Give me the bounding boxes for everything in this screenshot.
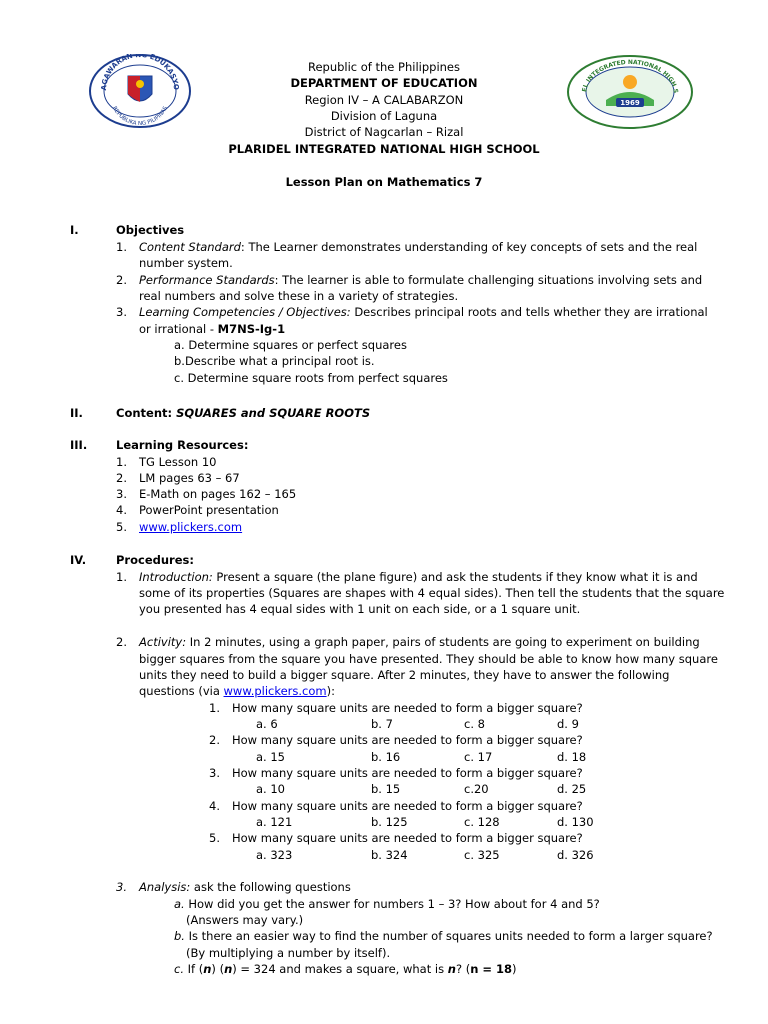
- section-4-number: IV.: [70, 553, 87, 567]
- choice-a: a. 121: [256, 815, 293, 829]
- resource-item: E-Math on pages 162 – 165: [139, 487, 297, 501]
- question-text: How many square units are needed to form a bigger square?: [232, 799, 583, 813]
- choice-c: c. 325: [464, 848, 500, 862]
- objective-1-number: 1.: [116, 240, 127, 254]
- procedure-activity-cont: questions (via www.plickers.com):: [139, 684, 335, 698]
- objective-1: Content Standard: The Learner demonstrates understanding of key concepts of sets and the real: [139, 240, 698, 254]
- choice-d: d. 18: [557, 750, 587, 764]
- school-seal-text: EL INTEGRATED NATIONAL HIGH S: [581, 58, 680, 94]
- resource-2-number: 2.: [116, 471, 127, 485]
- procedure-introduction: Introduction: Present a square (the plane figure) and ask the students if they know what it is and: [139, 570, 698, 584]
- objective-1-cont: number system.: [139, 256, 233, 270]
- choice-b: b. 324: [371, 848, 408, 862]
- content-topic: SQUARES and SQUARE ROOTS: [176, 406, 371, 420]
- section-2-heading: Content: SQUARES and SQUARE ROOTS: [116, 406, 371, 420]
- header-district: District of Nagcarlan – Rizal: [304, 125, 464, 139]
- choice-b: b. 125: [371, 815, 408, 829]
- objective-3-cont: or irrational - M7NS-Ig-1: [139, 322, 286, 336]
- choice-c: c. 8: [464, 717, 485, 731]
- procedure-activity-cont: bigger squares from the square you have presented. They should be able to know how many square: [139, 652, 718, 666]
- objective-2: Performance Standards: The learner is able to formulate challenging situations involving sets and: [139, 273, 703, 287]
- analysis-question-b: b. Is there an easier way to find the number of squares units needed to form a larger square?: [174, 929, 713, 943]
- sub-objective-b: b.Describe what a principal root is.: [174, 354, 375, 368]
- section-2-number: II.: [70, 406, 83, 420]
- analysis-question-a: a. How did you get the answer for numbers 1 – 3? How about for 4 and 5?: [174, 897, 600, 911]
- question-text: How many square units are needed to form a bigger square?: [232, 733, 583, 747]
- choice-b: b. 15: [371, 782, 401, 796]
- choice-d: d. 9: [557, 717, 579, 731]
- procedure-2-number: 2.: [116, 635, 127, 649]
- choice-d: d. 25: [557, 782, 587, 796]
- choice-b: b. 7: [371, 717, 393, 731]
- procedure-introduction-cont: some of its properties (Squares are shapes with 4 equal sides). Then tell the students that the square: [139, 586, 725, 600]
- resource-item: PowerPoint presentation: [139, 503, 279, 517]
- objective-3: Learning Competencies / Objectives: Describes principal roots and tells whether they are irrational: [139, 305, 708, 319]
- choice-c: c. 128: [464, 815, 500, 829]
- header-division: Division of Laguna: [330, 109, 438, 123]
- plickers-link-2[interactable]: www.plickers.com: [223, 684, 327, 698]
- choice-a: a. 15: [256, 750, 285, 764]
- analysis-note-b: (By multiplying a number by itself).: [186, 946, 391, 960]
- procedure-analysis: Analysis: ask the following questions: [139, 880, 351, 894]
- choice-d: d. 130: [557, 815, 594, 829]
- question-text: How many square units are needed to form a bigger square?: [232, 701, 583, 715]
- seal-top-text: AGAWARAN NG EDUKASYO: [99, 54, 181, 91]
- choice-a: a. 10: [256, 782, 285, 796]
- analysis-note-a: (Answers may vary.): [186, 913, 304, 927]
- competency-code: M7NS-Ig-1: [217, 322, 286, 336]
- header-department: DEPARTMENT OF EDUCATION: [290, 76, 478, 90]
- resource-3-number: 3.: [116, 487, 127, 501]
- analysis-question-c: c. If (n) (n) = 324 and makes a square, what is n? (n = 18): [174, 962, 517, 976]
- seal-bottom-text: REPUBLIKA NG PILIPINAS: [110, 105, 170, 128]
- sub-objective-a: a. Determine squares or perfect squares: [174, 338, 407, 352]
- question-number: 3.: [209, 766, 220, 780]
- resource-1-number: 1.: [116, 455, 127, 469]
- question-number: 4.: [209, 799, 220, 813]
- question-text: How many square units are needed to form a bigger square?: [232, 831, 583, 845]
- choice-a: a. 323: [256, 848, 293, 862]
- seal-year: 1969: [620, 99, 640, 107]
- sub-objective-c: c. Determine square roots from perfect squares: [174, 371, 448, 385]
- procedure-activity: Activity: In 2 minutes, using a graph paper, pairs of students are going to experiment on building: [139, 635, 700, 649]
- section-3-number: III.: [70, 438, 88, 452]
- section-3-heading: Learning Resources:: [116, 438, 249, 452]
- section-1-heading: Objectives: [116, 223, 185, 237]
- question-text: How many square units are needed to form a bigger square?: [232, 766, 583, 780]
- resource-item: LM pages 63 – 67: [139, 471, 240, 485]
- procedure-introduction-cont: you presented has 4 equal sides with 1 unit on each side, or a 1 square unit.: [139, 602, 581, 616]
- header-school: PLARIDEL INTEGRATED NATIONAL HIGH SCHOOL: [228, 142, 540, 156]
- question-number: 1.: [209, 701, 220, 715]
- lesson-title: Lesson Plan on Mathematics 7: [285, 175, 483, 189]
- choice-d: d. 326: [557, 848, 594, 862]
- question-number: 2.: [209, 733, 220, 747]
- resource-5-number: 5.: [116, 520, 127, 534]
- procedure-1-number: 1.: [116, 570, 127, 584]
- section-1-number: I.: [70, 223, 79, 237]
- choice-a: a. 6: [256, 717, 278, 731]
- choice-c: c. 17: [464, 750, 493, 764]
- objective-2-cont: real numbers and solve these in a variety of strategies.: [139, 289, 459, 303]
- question-number: 5.: [209, 831, 220, 845]
- resource-4-number: 4.: [116, 503, 127, 517]
- procedure-activity-cont: units they need to build a bigger square. After 2 minutes, they have to answer the following: [139, 668, 670, 682]
- choice-b: b. 16: [371, 750, 401, 764]
- section-4-heading: Procedures:: [116, 553, 194, 567]
- objective-2-number: 2.: [116, 273, 127, 287]
- objective-3-number: 3.: [116, 305, 127, 319]
- choice-c: c.20: [464, 782, 489, 796]
- header-region: Region IV – A CALABARZON: [304, 93, 464, 107]
- resource-item: TG Lesson 10: [139, 455, 217, 469]
- plickers-link[interactable]: www.plickers.com: [139, 520, 243, 534]
- header-republic: Republic of the Philippines: [307, 60, 461, 74]
- procedure-3-number: 3.: [116, 880, 127, 894]
